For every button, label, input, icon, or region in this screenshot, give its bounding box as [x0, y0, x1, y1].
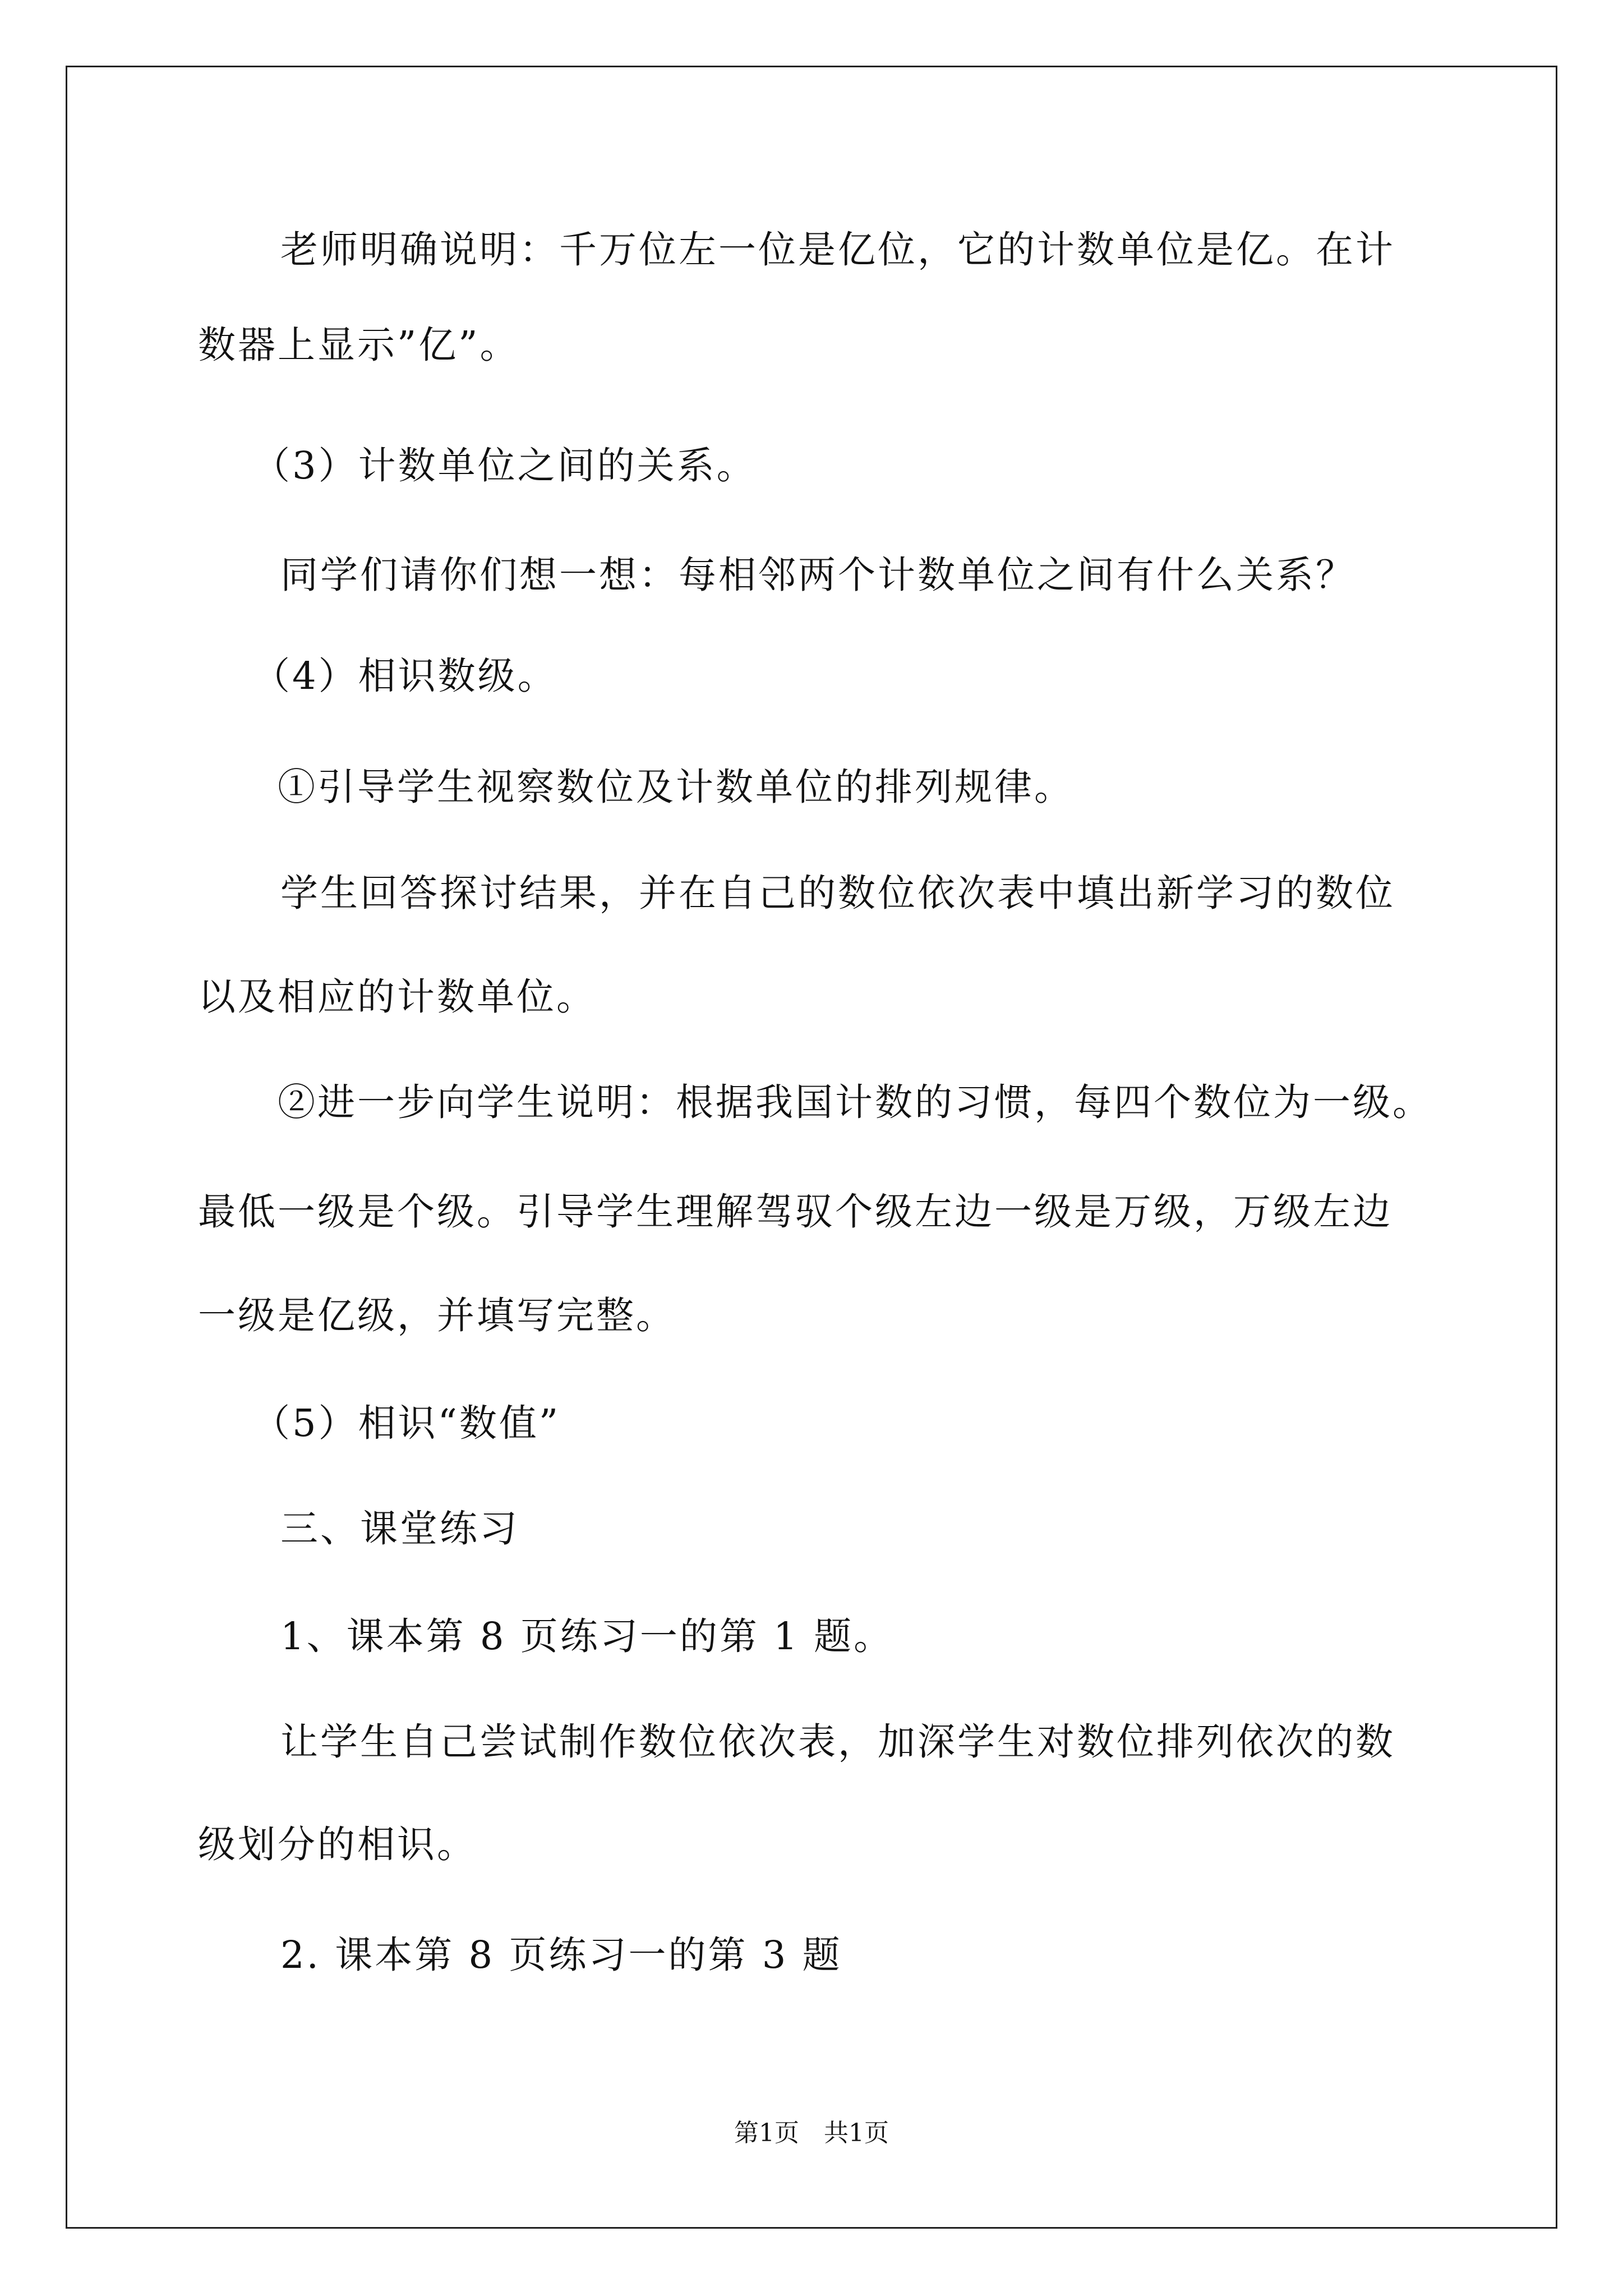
paragraph-line: ②进一步向学生说明：根据我国计数的习惯，每四个数位为一级。 [278, 1080, 1432, 1124]
section-heading: 三、课堂练习 [280, 1507, 519, 1550]
paragraph-line: 1、课本第 8 页练习一的第 1 题。 [280, 1614, 894, 1658]
paragraph-line: 以及相应的计数单位。 [198, 975, 596, 1019]
paragraph-line: （4）相识数级。 [252, 654, 557, 698]
paragraph-line: 学生回答探讨结果，并在自己的数位依次表中填出新学习的数位 [280, 871, 1395, 915]
paragraph-line: 一级是亿级，并填写完整。 [198, 1294, 676, 1337]
paragraph-line: 级划分的相识。 [198, 1823, 477, 1866]
paragraph-line: 数器上显示”亿”。 [198, 323, 520, 367]
paragraph-line: 同学们请你们想一想：每相邻两个计数单位之间有什么关系？ [280, 553, 1355, 597]
paragraph-line: ①引导学生视察数位及计数单位的排列规律。 [278, 765, 1074, 809]
page-footer: 第1页 共1页 [734, 2119, 889, 2147]
paragraph-line: 最低一级是个级。引导学生理解驾驭个级左边一级是万级，万级左边 [198, 1190, 1393, 1234]
paragraph-line: 让学生自己尝试制作数位依次表，加深学生对数位排列依次的数 [280, 1720, 1395, 1764]
paragraph-line: 老师明确说明：千万位左一位是亿位，它的计数单位是亿。在计 [280, 228, 1395, 272]
paragraph-line: 2. 课本第 8 页练习一的第 3 题 [280, 1933, 842, 1977]
paragraph-line: （3）计数单位之间的关系。 [252, 444, 757, 487]
paragraph-line: （5）相识“数值” [252, 1401, 561, 1445]
